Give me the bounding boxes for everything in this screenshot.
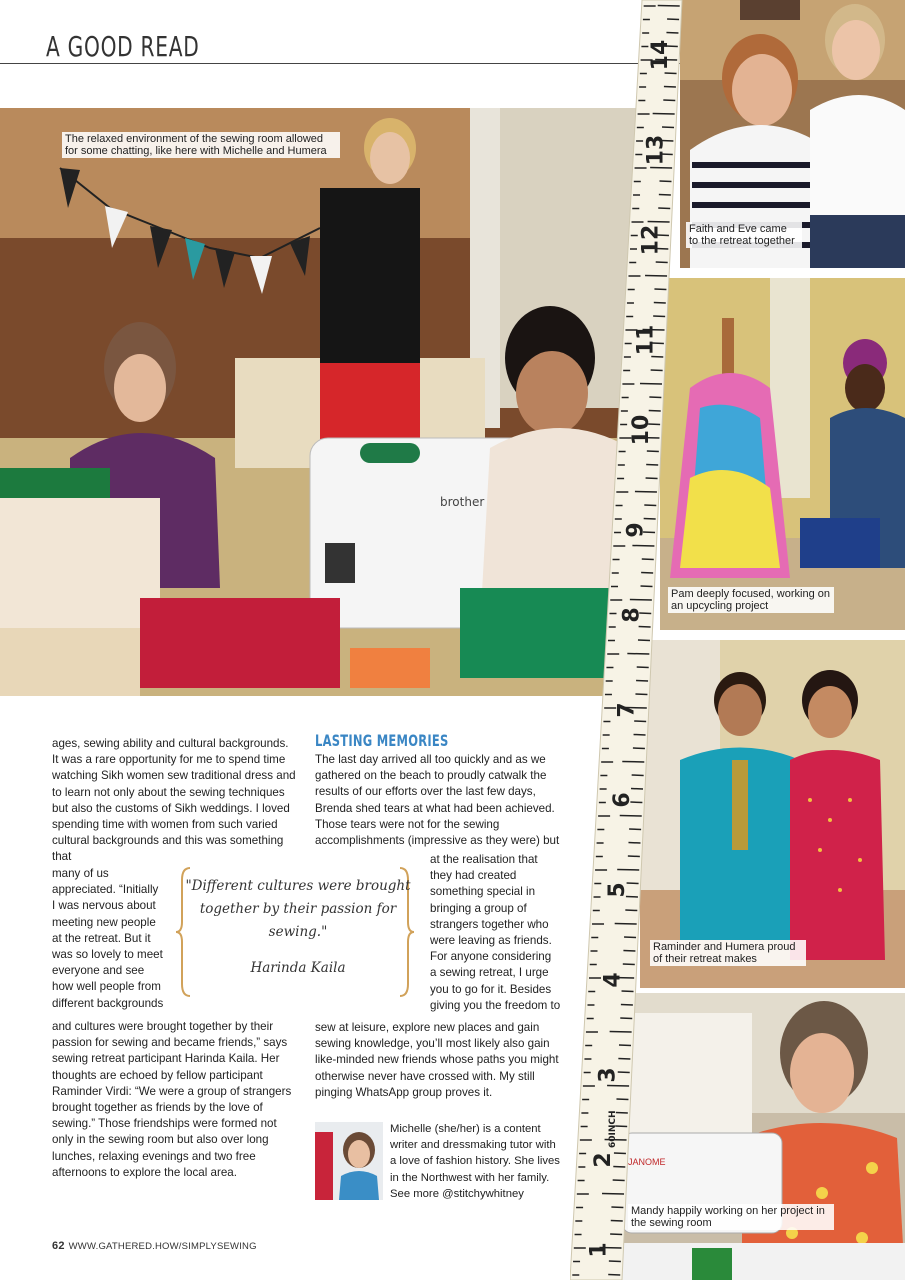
column-1-wrap-line: at the retreat. But it <box>52 931 151 945</box>
pull-quote-attribution: Harinda Kaila <box>250 960 346 976</box>
tape-tick <box>624 937 636 938</box>
faith-eve-photo <box>680 0 905 268</box>
tape-tick <box>610 1032 632 1033</box>
tape-tick <box>622 991 634 992</box>
tape-tick <box>619 1045 631 1046</box>
tape-tick <box>620 1018 632 1019</box>
tape-tick <box>628 843 640 844</box>
tape-tick <box>664 87 676 88</box>
column-2-wrap-line: you to go for it. Besides <box>430 982 552 996</box>
tape-tick <box>644 505 656 506</box>
tape-tick <box>630 600 652 601</box>
tape-tick <box>659 195 671 196</box>
tape-tick <box>638 640 650 641</box>
tape-tick <box>618 1059 630 1060</box>
column-1-wrap-line: many of us <box>52 867 109 880</box>
page-footer <box>52 1240 257 1252</box>
column-1-wrap-line: appreciated. “Initially <box>52 883 159 897</box>
tape-number: 12 <box>638 224 664 256</box>
pull-quote: "Different cultures were brought together by their passion for sewing." <box>185 878 411 940</box>
tape-tick <box>644 519 656 520</box>
column-2-wrap-line: were leaving as friends. <box>430 934 552 948</box>
tape-number: 13 <box>643 134 669 166</box>
tape-tick <box>659 181 671 182</box>
tape-tick <box>647 451 659 452</box>
tape-tick <box>611 1207 623 1208</box>
tape-tick <box>621 1005 633 1006</box>
tape-tick <box>646 478 658 479</box>
tape-number: 9 <box>623 522 649 538</box>
tape-tick <box>662 127 674 128</box>
tape-tick <box>616 1099 628 1100</box>
faith-eve-caption: Faith and Eve came to the retreat together <box>686 222 802 248</box>
tape-tick <box>632 546 654 547</box>
tape-tick <box>645 276 667 277</box>
tape-tick <box>651 370 663 371</box>
column-1-para-1: ages, sewing ability and cultural backgrounds. It was a rare opportunity for me to spend time watching Sikh women sew traditional dress and to learn not only about the sewing techniques but also the customs of Sikh weddings. I loved spending time with women from such varied cultural backgrounds and this was something that <box>52 737 296 864</box>
tape-tick <box>658 6 680 7</box>
tape-tick <box>633 748 645 749</box>
column-2-para-1: The last day arrived all too quickly and as we gathered on the beach to proudly catwalk the results of our efforts over the last few days, Brenda shed tears at what had been achieved. Those tears were not for the sewing accomplishments (impressive as they were) but <box>315 753 560 848</box>
column-1-wrap-line: different backgrounds <box>52 996 164 1010</box>
tape-tick <box>635 694 647 695</box>
tape-tick <box>658 208 670 209</box>
tape-tick <box>649 411 661 412</box>
tape-tick <box>649 397 661 398</box>
tape-tick <box>654 303 666 304</box>
tape-number: 4 <box>600 972 626 988</box>
page-number: 62 <box>52 1240 65 1252</box>
tape-tick <box>653 114 675 115</box>
janome-label: JANOME <box>628 1157 666 1167</box>
tape-tick <box>667 19 679 20</box>
column-1-para-2: and cultures were brought together by their passion for sewing and became friends,” says sewing retreat participant Harinda Kaila. Her thoughts are echoed by fellow participant Raminder Virdi: “We were a group of strangers brought together as friends by the love of sewing.” Those friendships were formed not only in the sewing room but also over long lunches, relaxing evenings and two free afternoons to explore the local area. <box>52 1020 292 1179</box>
main-photo <box>0 108 640 696</box>
tape-tick <box>639 627 651 628</box>
tape-tick <box>611 1221 623 1222</box>
tape-tick <box>622 762 644 763</box>
tape-tick <box>632 775 644 776</box>
author-bio-text: Michelle (she/her) is a content writer and dressmaking tutor with a love of fashion history. She lives in the Northwest with her family. See more @stitchywhitney <box>390 1123 560 1200</box>
tape-number: 14 <box>648 39 674 71</box>
column-1-wrap-line: everyone and see <box>52 964 145 978</box>
tape-tick <box>620 816 642 817</box>
tape-tick <box>634 735 646 736</box>
tape-tick <box>641 586 653 587</box>
mandy-caption: Mandy happily working on her project in the sewing room <box>628 1204 834 1230</box>
tape-tick <box>628 856 640 857</box>
tape-tick <box>653 316 665 317</box>
tape-tick <box>627 654 649 655</box>
column-1-wrap-line: was so lovely to meet <box>52 948 163 962</box>
tape-tick <box>609 1261 621 1262</box>
tape-tick <box>648 222 670 223</box>
author-bio <box>390 1121 562 1202</box>
pam-photo <box>660 278 905 630</box>
tape-tick <box>651 357 663 358</box>
article-column-2-continued <box>315 1020 563 1101</box>
tape-tick <box>623 964 635 965</box>
tape-tick <box>625 910 637 911</box>
raminder-humera-caption: Raminder and Humera proud of their retreat makes <box>650 940 806 966</box>
article-column-1-continued <box>52 1019 297 1181</box>
tape-tick <box>602 1194 624 1195</box>
section-title: A GOOD READ <box>46 30 200 63</box>
author-photo <box>315 1122 383 1200</box>
tape-number: 7 <box>614 702 640 718</box>
tape-number: 10 <box>628 414 654 446</box>
tape-unit-label: 60INCH <box>608 1110 618 1148</box>
tape-number: 8 <box>619 607 645 623</box>
pam-caption: Pam deeply focused, working on an upcycling project <box>668 587 834 613</box>
column-2-wrap-line: bringing a group of <box>430 901 527 915</box>
tape-tick <box>642 559 654 560</box>
tape-tick <box>635 492 657 493</box>
column-1-wrap-line: meeting new people <box>52 915 156 929</box>
tape-tick <box>654 289 666 290</box>
column-1-wrap-line: I was nervous about <box>52 899 156 913</box>
tape-tick <box>610 1234 622 1235</box>
tape-tick <box>666 33 678 34</box>
tape-number: 6 <box>609 792 635 808</box>
tape-tick <box>631 789 643 790</box>
tape-number: 5 <box>605 882 631 898</box>
tape-tick <box>656 262 668 263</box>
tape-tick <box>623 951 635 952</box>
tape-tick <box>615 924 637 925</box>
column-2-wrap-line: strangers together who <box>430 917 549 931</box>
column-2-wrap-line: they had created <box>430 869 517 883</box>
tape-tick <box>608 1275 620 1276</box>
tape-tick <box>636 681 648 682</box>
column-2-wrap-line: at the realisation that <box>430 853 538 866</box>
machine-brand-label: brother <box>440 495 485 509</box>
tape-tick <box>607 1086 629 1087</box>
tape-number: 1 <box>586 1242 612 1258</box>
tape-tick <box>629 829 641 830</box>
tape-number: 11 <box>633 324 659 356</box>
tape-number: 2 <box>591 1152 617 1168</box>
tape-measure <box>570 0 690 1280</box>
tape-tick <box>617 870 639 871</box>
tape-tick <box>646 465 658 466</box>
column-2-wrap-line: something special in <box>430 885 536 899</box>
tape-tick <box>641 573 653 574</box>
tape-tick <box>613 1180 625 1181</box>
column-2-para-2: sew at leisure, explore new places and gain sewing knowledge, you’ll most likely also gain like-minded new friends whose paths you might otherwise never have crossed with. My still pinging WhatsApp group proves it. <box>315 1021 559 1099</box>
article-column-1 <box>52 736 297 866</box>
tape-tick <box>640 384 662 385</box>
tape-tick <box>637 667 649 668</box>
article-column-2 <box>315 752 563 849</box>
column-2-wrap-line: For anyone considering <box>430 950 552 964</box>
column-1-wrap-lines <box>52 866 182 1012</box>
tape-tick <box>650 168 672 169</box>
column-1-wrap-line: how well people from <box>52 980 161 994</box>
tape-tick <box>663 100 675 101</box>
column-2-wrap-line: a sewing retreat, I urge <box>430 966 549 980</box>
main-photo-caption: The relaxed environment of the sewing room allowed for some chatting, like here with Michelle and Humera <box>62 132 340 158</box>
column-2-wrap-line: giving you the freedom to <box>430 998 561 1012</box>
tape-tick <box>665 73 677 74</box>
column-2-wrap-lines <box>430 852 570 1014</box>
footer-url: WWW.GATHERED.HOW/SIMPLYSEWING <box>68 1241 257 1252</box>
tape-tick <box>634 721 646 722</box>
subhead-lasting-memories: LASTING MEMORIES <box>315 731 449 750</box>
tape-number: 3 <box>595 1067 621 1083</box>
